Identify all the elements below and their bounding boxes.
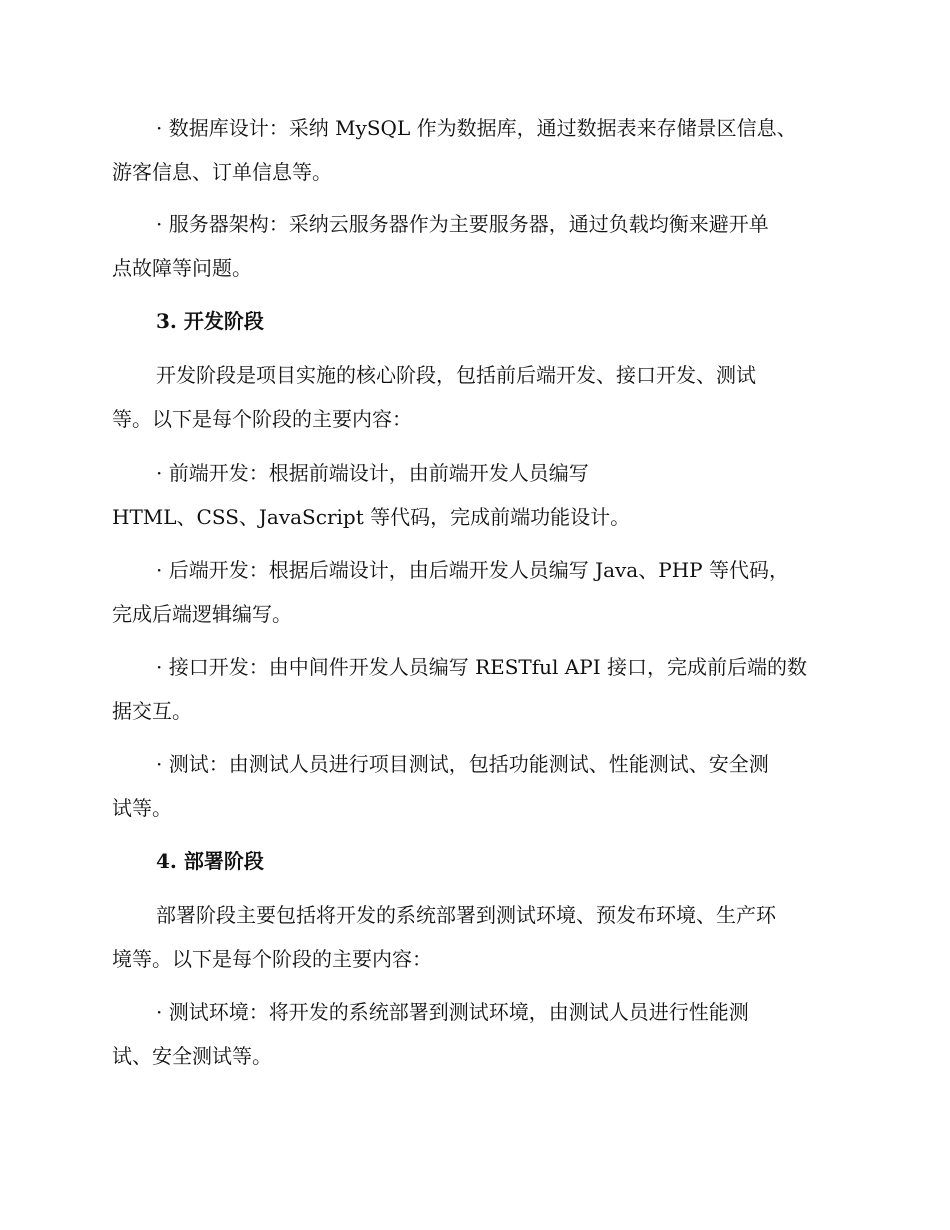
- text-line: HTML、CSS、JavaScript 等代码，完成前端功能设计。: [112, 505, 631, 529]
- bullet-testing: [112, 742, 836, 830]
- bullet-frontend-development: [112, 451, 836, 539]
- heading-text: 4. 部署阶段: [156, 849, 264, 873]
- text-line: · 接口开发：由中间件开发人员编写 RESTful API 接口，完成前后端的数: [156, 655, 807, 679]
- bullet-server-architecture: [112, 202, 836, 290]
- text-line: 境等。以下是每个阶段的主要内容：: [112, 947, 432, 971]
- text-line: · 前端开发：根据前端设计，由前端开发人员编写: [156, 461, 589, 485]
- text-line: 试、安全测试等。: [112, 1044, 272, 1068]
- text-line: 完成后端逻辑编写。: [112, 602, 292, 626]
- text-line: 试等。: [112, 796, 172, 820]
- text-line: 点故障等问题。: [112, 256, 252, 280]
- text-line: · 服务器架构：采纳云服务器作为主要服务器，通过负载均衡来避开单: [156, 212, 769, 236]
- text-line: 游客信息、订单信息等。: [112, 160, 332, 184]
- text-line: 据交互。: [112, 699, 192, 723]
- bullet-database-design: [112, 106, 836, 194]
- text-line: · 数据库设计：采纳 MySQL 作为数据库，通过数据表来存储景区信息、: [156, 116, 797, 140]
- text-line: 开发阶段是项目实施的核心阶段，包括前后端开发、接口开发、测试: [156, 363, 756, 387]
- text-line: · 测试环境：将开发的系统部署到测试环境，由测试人员进行性能测: [156, 1000, 749, 1024]
- paragraph-development-intro: [112, 353, 836, 441]
- text-line: 等。以下是每个阶段的主要内容：: [112, 407, 412, 431]
- paragraph-deployment-intro: [112, 893, 836, 981]
- heading-text: 3. 开发阶段: [156, 309, 264, 333]
- bullet-backend-development: [112, 548, 836, 636]
- text-line: · 测试：由测试人员进行项目测试，包括功能测试、性能测试、安全测: [156, 752, 769, 776]
- text-line: 部署阶段主要包括将开发的系统部署到测试环境、预发布环境、生产环: [156, 903, 776, 927]
- section-heading-development: [112, 299, 836, 343]
- bullet-test-environment: [112, 990, 836, 1078]
- section-heading-deployment: [112, 839, 836, 883]
- bullet-interface-development: [112, 645, 836, 733]
- text-line: · 后端开发：根据后端设计，由后端开发人员编写 Java、PHP 等代码，: [156, 558, 789, 582]
